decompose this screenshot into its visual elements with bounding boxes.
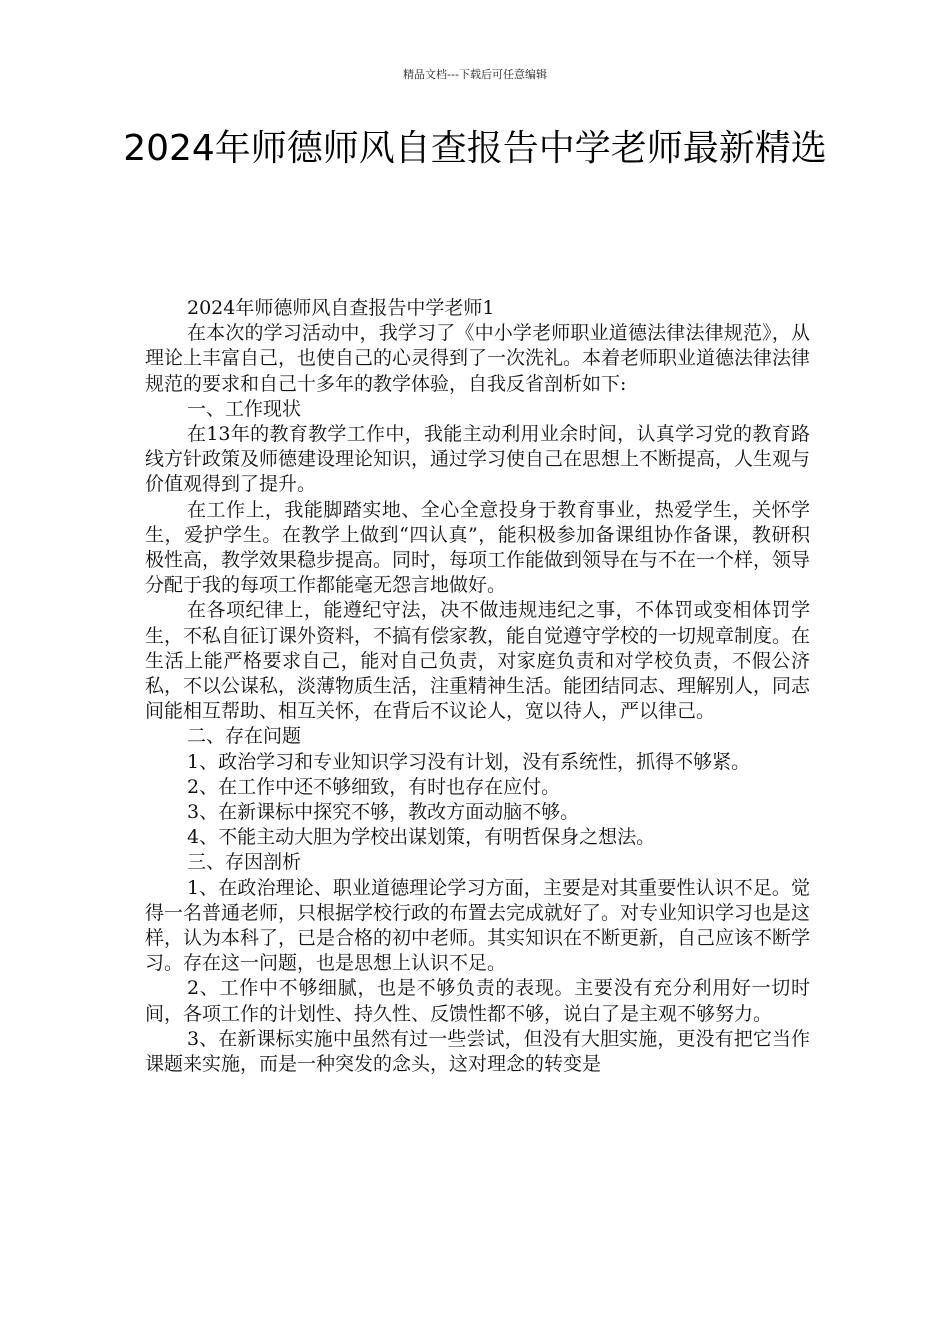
analysis-item-1: 1、在政治理论、职业道德理论学习方面，主要是对其重要性认识不足。觉得一名普通老师，只根据学校行政的布置去完成就好了。对专业知识学习也是这样，认为本科了，已是合格的初中老师。其实知识在不断更新，自己应该不断学习。存在这一问题，也是思想上认识不足。: [145, 876, 811, 975]
problem-item-2: 2、在工作中还不够细致，有时也存在应付。: [187, 775, 561, 798]
section-heading-work-status: 一、工作现状: [187, 397, 302, 420]
paragraph-discipline: 在各项纪律上，能遵纪守法，决不做违规违纪之事，不体罚或变相体罚学生，不私自征订课外资料，不搞有偿家教，能自觉遵守学校的一切规章制度。在生活上能严格要求自己，能对自己负责，对家庭负责和对学校负责，不假公济私，不以公谋私，淡薄物质生活，注重精神生活。能团结同志、理解别人，同志间能相互帮助、相互关怀，在背后不议论人，宽以待人，严以律己。: [145, 599, 811, 723]
paragraph-intro: 在本次的学习活动中，我学习了《中小学老师职业道德法律法律规范》，从理论上丰富自己，也使自己的心灵得到了一次洗礼。本着老师职业道德法律法律规范的要求和自己十多年的教学体验，自我反省剖析如下:: [145, 322, 811, 395]
header-note: 精品文档---下载后可任意编辑: [403, 68, 547, 81]
analysis-item-2: 2、工作中不够细腻，也是不够负责的表现。主要没有充分利用好一切时间，各项工作的计划性、持久性、反馈性都不够，说白了是主观不够努力。: [145, 977, 810, 1025]
document-body: [145, 296, 810, 1077]
problem-item-3: 3、在新课标中探究不够，教改方面动脑不够。: [187, 801, 580, 824]
problem-item-4: 4、不能主动大胆为学校出谋划策，有明哲保身之想法。: [187, 826, 656, 849]
section-heading-analysis: 三、存因剖析: [187, 851, 302, 874]
paragraph-study: 在13年的教育教学工作中，我能主动利用业余时间，认真学习党的教育路线方针政策及师德建设理论知识，通过学习使自己在思想上不断提高，人生观与价值观得到了提升。: [145, 423, 811, 496]
problem-item-1: 1、政治学习和专业知识学习没有计划，没有系统性，抓得不够紧。: [187, 750, 751, 773]
section-heading-report-1: 2024年师德师风自查报告中学老师1: [187, 297, 495, 319]
document-title: 2024年师德师风自查报告中学老师最新精选: [123, 128, 827, 169]
analysis-item-3: 3、在新课标实施中虽然有过一些尝试，但没有大胆实施，更没有把它当作课题来实施，而是一种突发的念头，这对理念的转变是: [145, 1027, 810, 1076]
section-heading-problems: 二、存在问题: [187, 725, 302, 748]
paragraph-work: 在工作上，我能脚踏实地、全心全意投身于教育事业，热爱学生，关怀学生，爱护学生。在教学上做到“四认真”，能积极参加备课组协作备课，教研积极性高，教学效果稳步提高。同时，每项工作能做到领导在与不在一个样，领导分配于我的每项工作都能毫无怨言地做好。: [145, 498, 811, 597]
